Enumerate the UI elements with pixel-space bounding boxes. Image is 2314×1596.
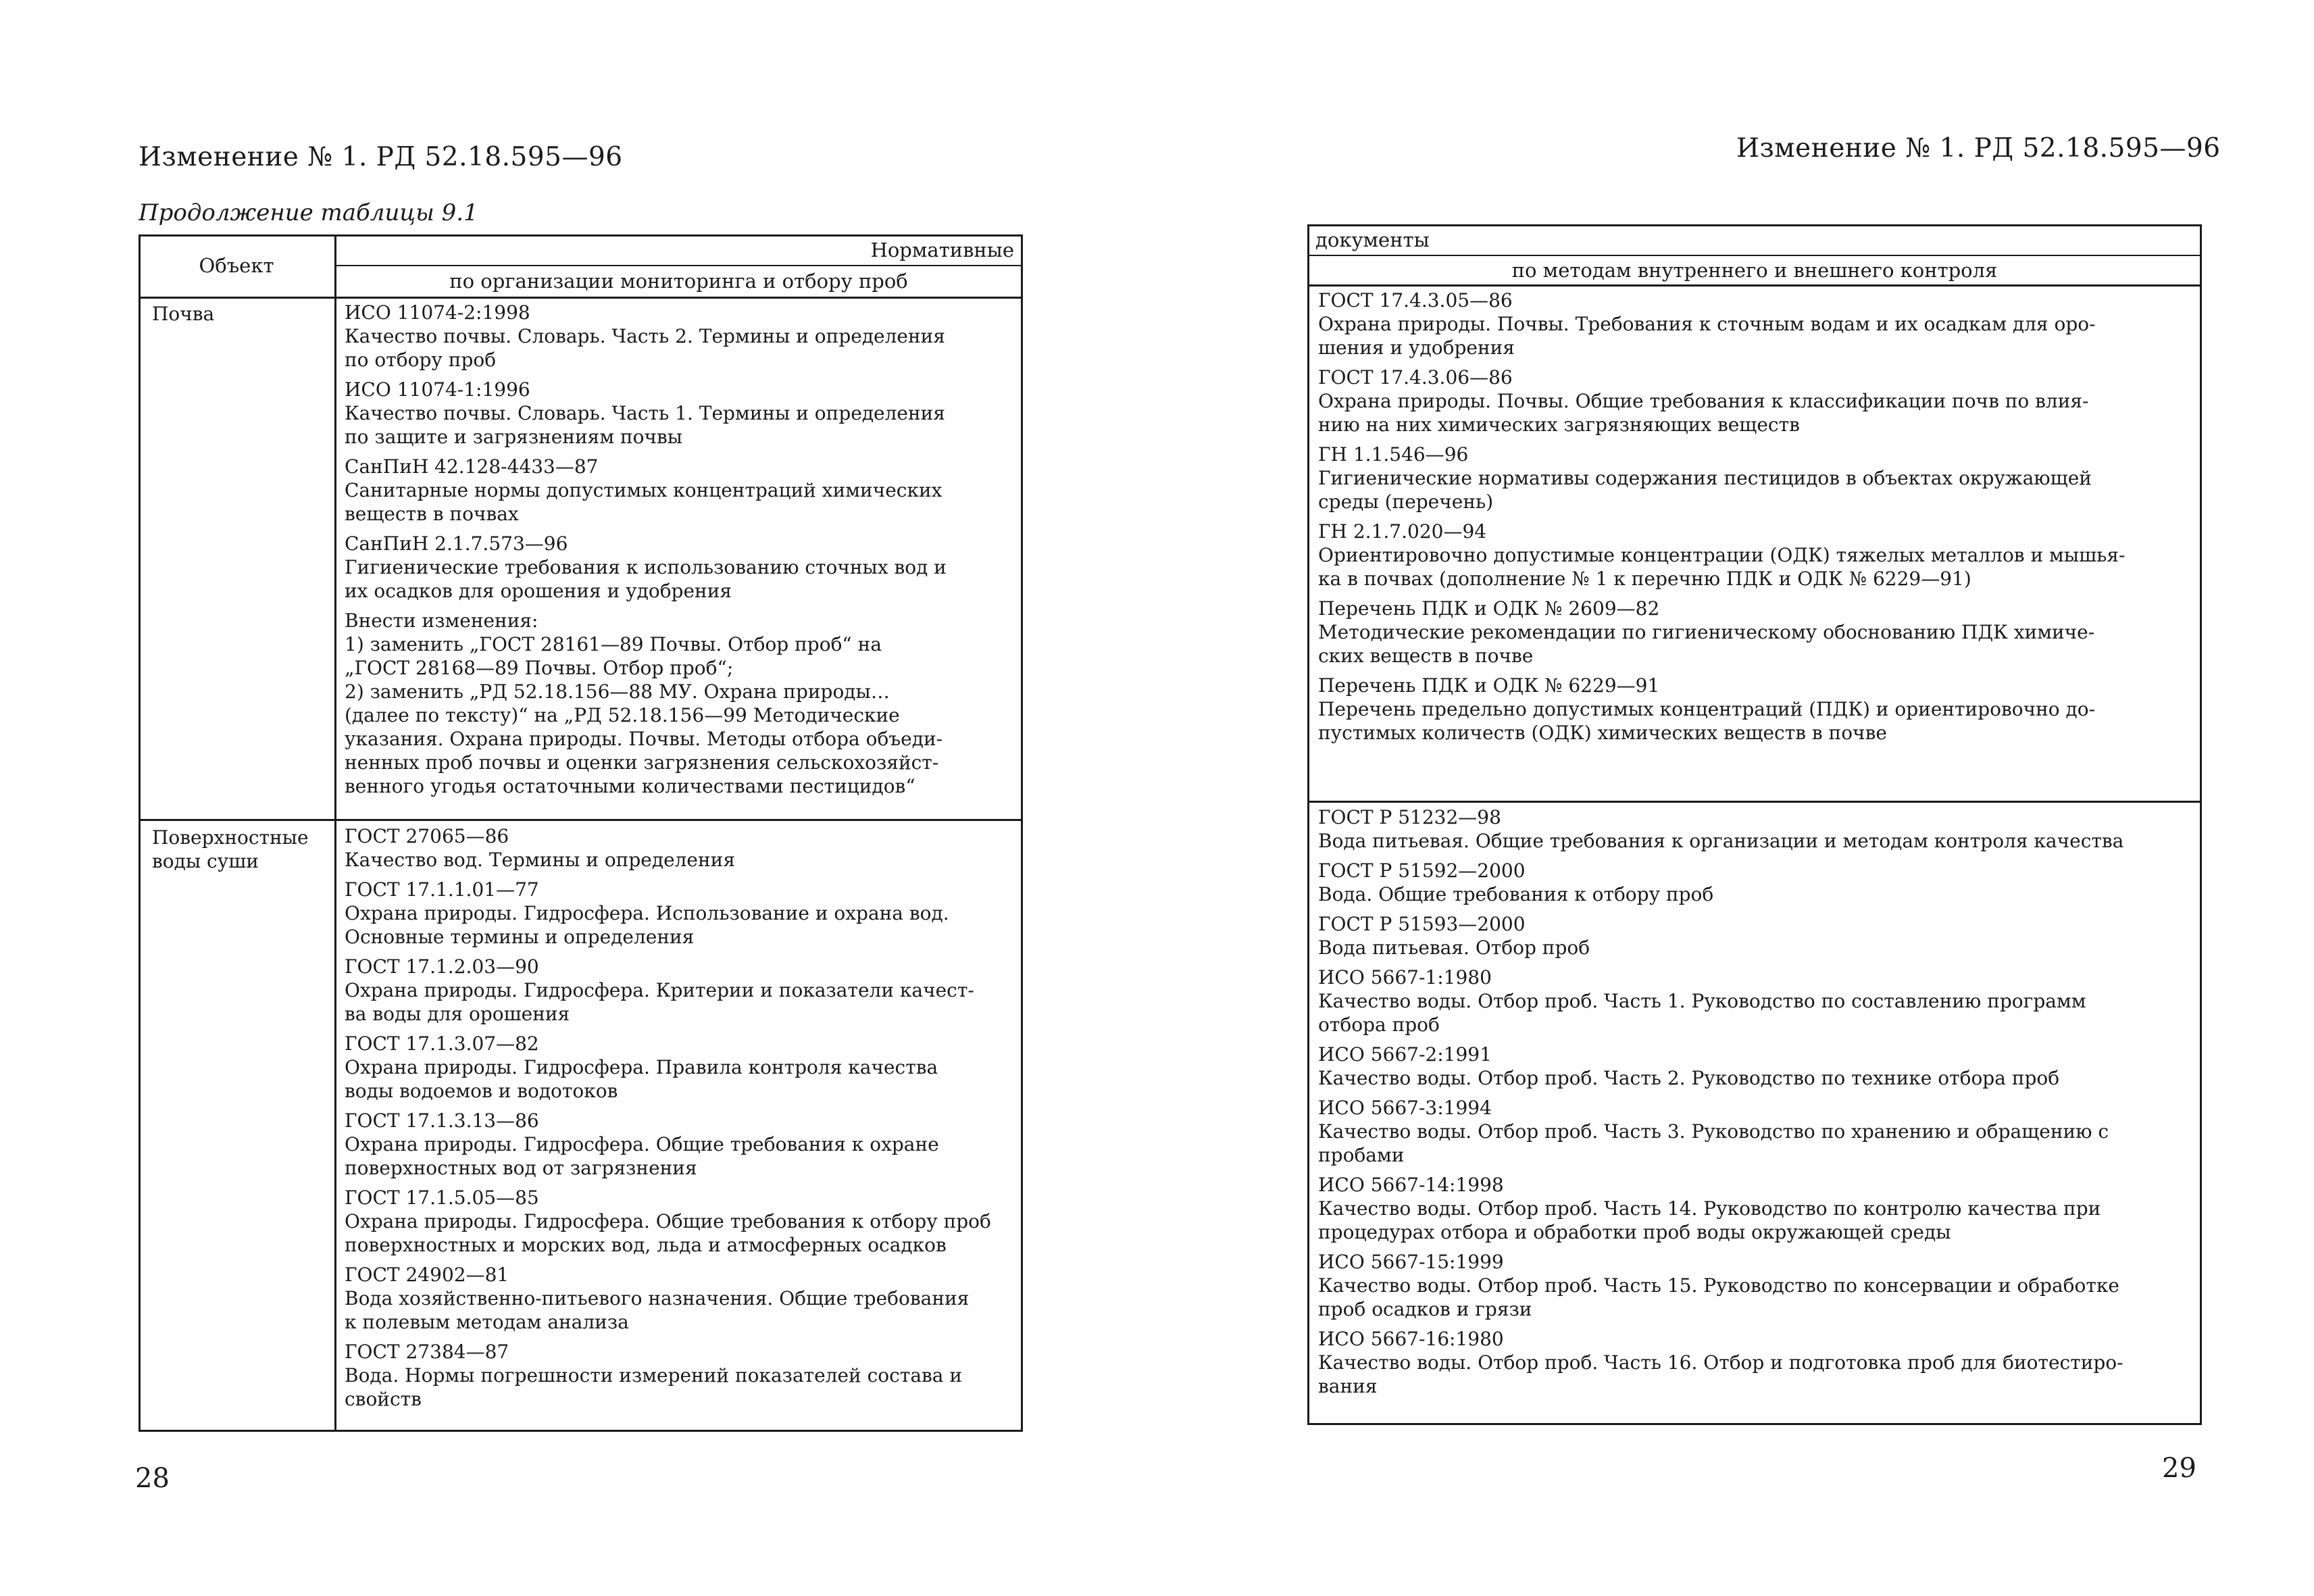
col-subheader-monitoring: по организации мониторинга и отбору проб: [449, 270, 908, 293]
object-label: Почва: [152, 303, 215, 325]
doc-text-line: ских веществ в почве: [1318, 645, 1534, 667]
doc-text-line: процедурах отбора и обработки проб воды окружающей среды: [1318, 1221, 1951, 1243]
right-page-header: Изменение № 1. РД 52.18.595—96: [1736, 133, 2221, 164]
doc-code: ГОСТ 17.1.2.03—90: [345, 955, 539, 978]
doc-text-line: Охрана природы. Гидросфера. Правила контроля качества: [345, 1056, 938, 1078]
doc-text-line: веществ в почвах: [345, 503, 519, 525]
amendment-line: ненных проб почвы и оценки загрязнения сельскохозяйст-: [345, 751, 939, 774]
doc-code: ГОСТ Р 51232—98: [1318, 806, 1501, 828]
doc-text-line: Основные термины и определения: [345, 926, 695, 948]
doc-code: ГН 1.1.546—96: [1318, 443, 1469, 466]
doc-text-line: Вода хозяйственно-питьевого назначения. Общие требования: [345, 1287, 970, 1310]
doc-text-line: Качество почвы. Словарь. Часть 1. Термины и определения: [345, 402, 945, 424]
doc-code: ГОСТ 24902—81: [345, 1264, 509, 1286]
row-object-cell: [152, 302, 214, 326]
documents-block-water: [1318, 805, 2123, 1398]
doc-code: ГОСТ 17.1.3.13—86: [345, 1109, 539, 1132]
col-subheader-control: по методам внутреннего и внешнего контроля: [1511, 259, 1998, 282]
doc-text-line: Охрана природы. Гидросфера. Критерии и показатели качест-: [345, 979, 974, 1001]
col-header-documents: документы: [1315, 228, 1430, 251]
doc-text-line: Охрана природы. Гидросфера. Общие требования к охране: [345, 1133, 939, 1155]
doc-text-line: отбора проб: [1318, 1014, 1440, 1036]
doc-text-line: Санитарные нормы допустимых концентраций химических: [345, 479, 942, 501]
amendment-line: 1) заменить „ГОСТ 28161—89 Почвы. Отбор проб“ на: [345, 633, 882, 655]
documents-block-soil: [1318, 289, 2126, 745]
doc-text-line: пустимых количеств (ОДК) химических веществ в почве: [1318, 722, 1887, 744]
left-table: [139, 234, 1023, 1432]
doc-text-line: Качество почвы. Словарь. Часть 2. Термины и определения: [345, 325, 945, 347]
row-documents-cell: [345, 824, 991, 1411]
doc-text-line: Охрана природы. Гидросфера. Использование и охрана вод.: [345, 902, 949, 924]
doc-text-line: их осадков для орошения и удобрения: [345, 580, 732, 602]
doc-text-line: шения и удобрения: [1318, 336, 1515, 359]
doc-code: ГН 2.1.7.020—94: [1318, 520, 1487, 543]
doc-text-line: ка в почвах (дополнение № 1 к перечню ПДК и ОДК № 6229—91): [1318, 568, 1971, 590]
doc-text-line: Качество воды. Отбор проб. Часть 1. Руководство по составлению программ: [1318, 990, 2086, 1012]
doc-code: ГОСТ Р 51593—2000: [1318, 913, 1526, 935]
doc-code: ИСО 5667-15:1999: [1318, 1251, 1504, 1273]
doc-text-line: Перечень предельно допустимых концентраций (ПДК) и ориентировочно до-: [1318, 698, 2096, 720]
object-label: Поверхностные: [152, 826, 309, 849]
col-header-object: Объект: [199, 254, 274, 277]
doc-text-line: нию на них химических загрязняющих веществ: [1318, 414, 1800, 436]
doc-code: ГОСТ 17.4.3.06—86: [1318, 366, 1513, 389]
doc-code: Перечень ПДК и ОДК № 2609—82: [1318, 597, 1660, 620]
doc-text-line: Ориентировочно допустимые концентрации (ОДК) тяжелых металлов и мышья-: [1318, 544, 2126, 566]
doc-text-line: по отбору проб: [345, 349, 497, 371]
doc-code: Перечень ПДК и ОДК № 6229—91: [1318, 674, 1660, 697]
doc-code: СанПиН 42.128-4433—87: [345, 455, 599, 478]
doc-text-line: Качество воды. Отбор проб. Часть 16. Отбор и подготовка проб для биотестиро-: [1318, 1351, 2123, 1374]
doc-code: СанПиН 2.1.7.573—96: [345, 532, 568, 555]
doc-text-line: Гигиенические нормативы содержания пестицидов в объектах окружающей: [1318, 467, 2092, 489]
doc-code: ГОСТ 17.1.3.07—82: [345, 1032, 539, 1055]
doc-text-line: среды (перечень): [1318, 491, 1494, 513]
doc-text-line: Качество воды. Отбор проб. Часть 3. Руководство по хранению и обращению с: [1318, 1120, 2109, 1143]
doc-code: ИСО 11074-2:1998: [345, 301, 530, 324]
doc-text-line: Качество воды. Отбор проб. Часть 14. Руководство по контролю качества при: [1318, 1197, 2101, 1220]
doc-code: ГОСТ 27384—87: [345, 1341, 509, 1363]
amendment-line: венного угодья остаточными количествами пестицидов“: [345, 775, 915, 797]
doc-text-line: Вода питьевая. Отбор проб: [1318, 937, 1590, 959]
doc-code: ГОСТ 17.4.3.05—86: [1318, 289, 1513, 311]
doc-code: ГОСТ 17.1.1.01—77: [345, 878, 539, 901]
doc-text-line: Вода. Нормы погрешности измерений показателей состава и: [345, 1364, 963, 1387]
col-header-normative: Нормативные: [870, 239, 1014, 261]
doc-code: ИСО 5667-3:1994: [1318, 1097, 1492, 1119]
amendment-line: указания. Охрана природы. Почвы. Методы отбора объеди-: [345, 728, 943, 750]
doc-text-line: пробами: [1318, 1144, 1405, 1166]
amendment-line: (далее по тексту)“ на „РД 52.18.156—99 Методические: [345, 704, 900, 726]
doc-text-line: Качество воды. Отбор проб. Часть 2. Руководство по технике отбора проб: [1318, 1067, 2060, 1089]
doc-text-line: Охрана природы. Почвы. Общие требования к классификации почв по влия-: [1318, 390, 2089, 412]
doc-text-line: поверхностных и морских вод, льда и атмосферных осадков: [345, 1234, 947, 1256]
doc-code: ГОСТ 17.1.5.05—85: [345, 1187, 539, 1209]
doc-code: ИСО 5667-16:1980: [1318, 1328, 1504, 1350]
doc-text-line: Вода питьевая. Общие требования к организации и методам контроля качества: [1318, 830, 2124, 852]
doc-text-line: проб осадков и грязи: [1318, 1298, 1532, 1320]
doc-code: ИСО 5667-14:1998: [1318, 1174, 1504, 1196]
doc-text-line: вания: [1318, 1375, 1378, 1397]
doc-text-line: Охрана природы. Почвы. Требования к сточным водам и их осадкам для оро-: [1318, 313, 2096, 335]
amendment-line: 2) заменить „РД 52.18.156—88 МУ. Охрана природы…: [345, 680, 890, 703]
doc-text-line: Вода. Общие требования к отбору проб: [1318, 883, 1714, 905]
doc-text-line: Охрана природы. Гидросфера. Общие требования к отбору проб: [345, 1210, 991, 1232]
left-page-number: 28: [135, 1463, 170, 1494]
object-label: воды суши: [152, 850, 259, 872]
table-caption: Продолжение таблицы 9.1: [139, 199, 478, 226]
doc-text-line: ва воды для орошения: [345, 1003, 570, 1025]
left-page-header: Изменение № 1. РД 52.18.595—96: [139, 142, 623, 172]
doc-text-line: Качество воды. Отбор проб. Часть 15. Руководство по консервации и обработке: [1318, 1274, 2119, 1297]
doc-text-line: Качество вод. Термины и определения: [345, 849, 735, 871]
doc-text-line: поверхностных вод от загрязнения: [345, 1157, 697, 1179]
amendment-line: Внести изменения:: [345, 609, 538, 632]
doc-code: ИСО 5667-1:1980: [1318, 966, 1492, 989]
right-page-number: 29: [2162, 1453, 2196, 1484]
doc-text-line: Гигиенические требования к использованию сточных вод и: [345, 556, 947, 578]
amendment-line: „ГОСТ 28168—89 Почвы. Отбор проб“;: [345, 657, 734, 679]
doc-text-line: к полевым методам анализа: [345, 1311, 629, 1333]
doc-text-line: воды водоемов и водотоков: [345, 1080, 618, 1102]
doc-text-line: свойств: [345, 1388, 422, 1410]
right-table: [1307, 224, 2202, 1425]
doc-text-line: Методические рекомендации по гигиеническому обоснованию ПДК химиче-: [1318, 621, 2095, 643]
doc-text-line: по защите и загрязнениям почвы: [345, 426, 683, 448]
row-documents-cell: [345, 301, 947, 798]
doc-code: ИСО 11074-1:1996: [345, 378, 530, 401]
doc-code: ГОСТ Р 51592—2000: [1318, 859, 1526, 882]
doc-code: ИСО 5667-2:1991: [1318, 1043, 1492, 1066]
doc-code: ГОСТ 27065—86: [345, 825, 509, 847]
row-object-cell: [152, 826, 309, 873]
